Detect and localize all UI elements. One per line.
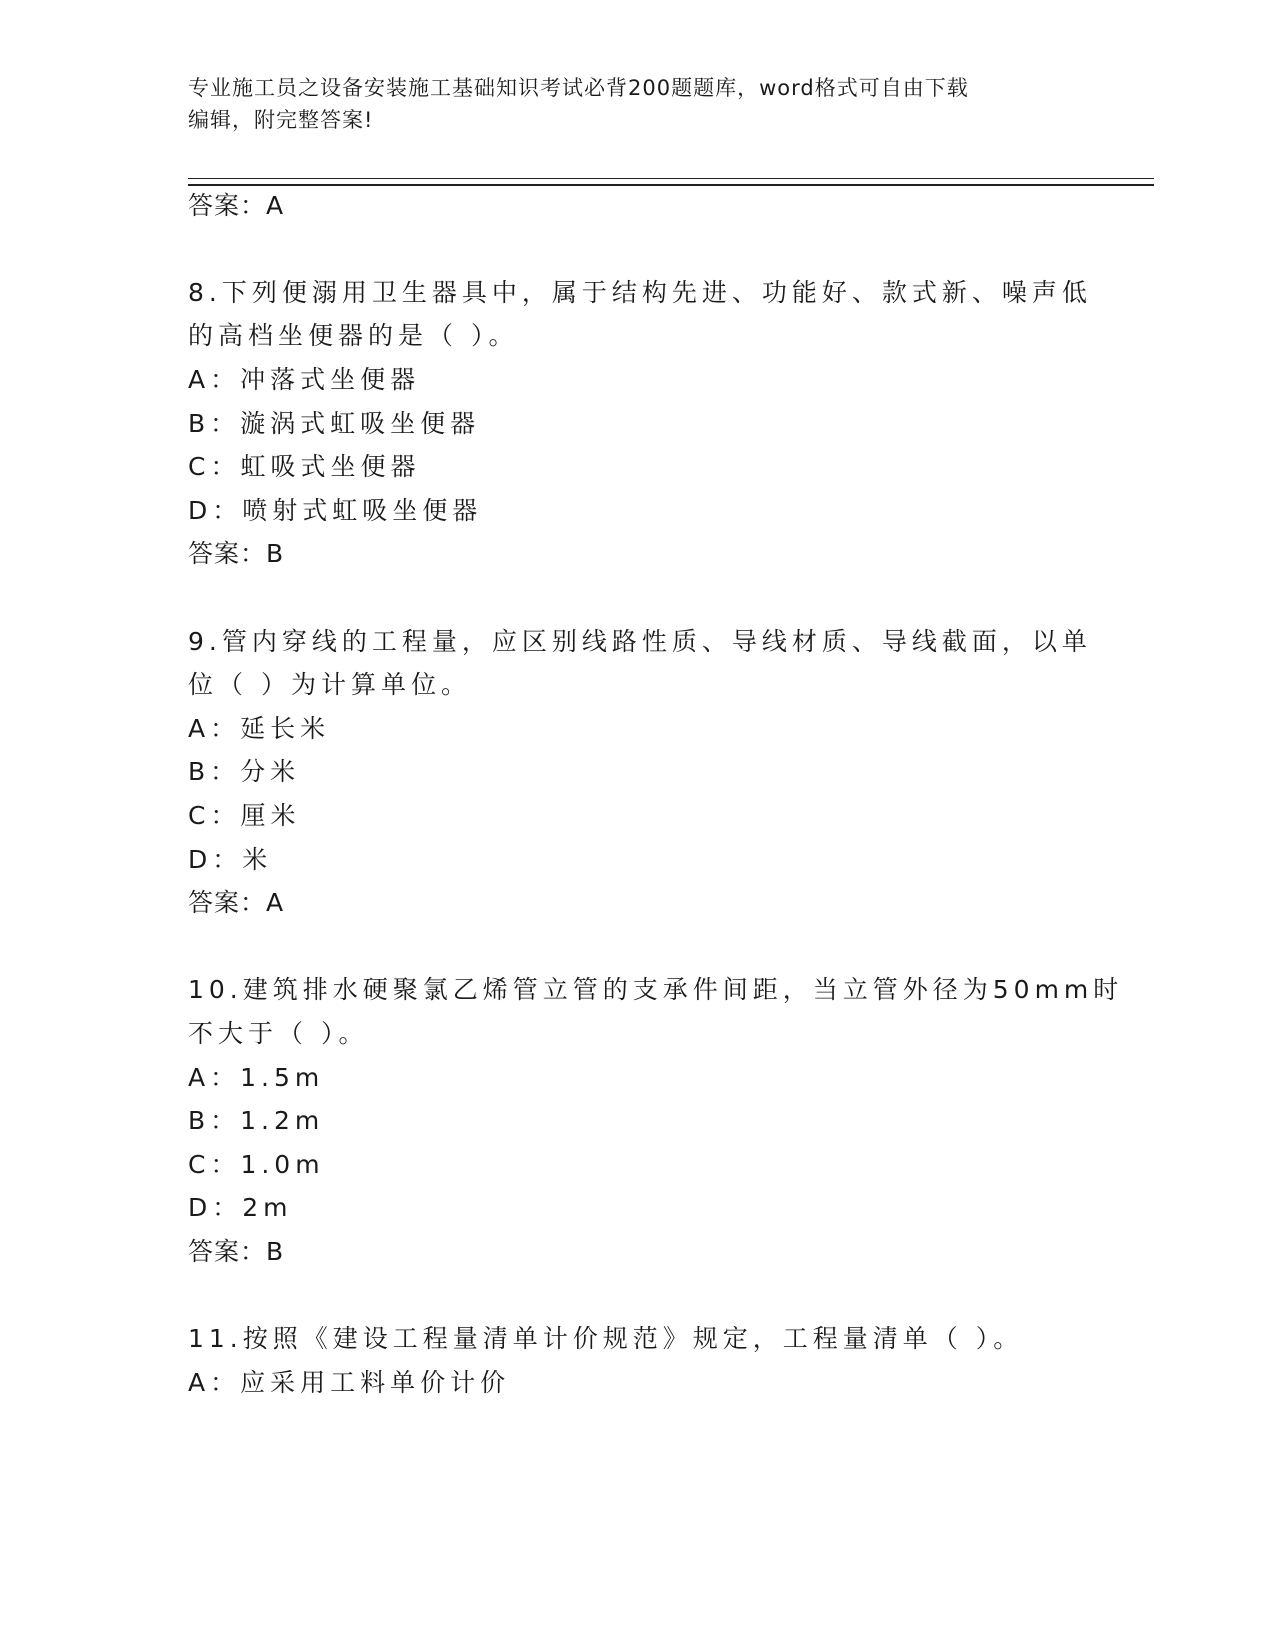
question-10-line-1: 10.建筑排水硬聚氯乙烯管立管的支承件间距，当立管外径为50mm时 <box>188 975 1124 1004</box>
header-title-line-2: 编辑，附完整答案! <box>188 108 374 132</box>
answer-q10: 答案：B <box>188 1237 285 1266</box>
answer-q8: 答案：B <box>188 539 285 568</box>
answer-q9: 答案：A <box>188 888 285 917</box>
header-title-line-1: 专业施工员之设备安装施工基础知识考试必背200题题库，word格式可自由下载 <box>188 76 969 100</box>
page-header <box>188 72 1088 136</box>
question-8-line-1: 8.下列便溺用卫生器具中，属于结构先进、功能好、款式新、噪声低 <box>188 278 1092 307</box>
question-11-line-1: 11.按照《建设工程量清单计价规范》规定，工程量清单（ ）。 <box>188 1324 1024 1353</box>
question-10-line-2: 不大于（ ）。 <box>188 1019 369 1048</box>
header-divider <box>188 178 1154 186</box>
question-9-option-a: A：延长米 <box>188 714 331 743</box>
question-10-option-a: A：1.5m <box>188 1063 325 1092</box>
question-8-option-c: C：虹吸式坐便器 <box>188 452 421 481</box>
question-8-line-2: 的高档坐便器的是（ ）。 <box>188 321 519 350</box>
question-8-option-b: B：漩涡式虹吸坐便器 <box>188 409 481 438</box>
question-11-option-a: A：应采用工料单价计价 <box>188 1368 511 1397</box>
question-10-option-b: B：1.2m <box>188 1106 325 1135</box>
question-9-line-1: 9.管内穿线的工程量，应区别线路性质、导线材质、导线截面，以单 <box>188 627 1092 656</box>
question-8-option-d: D：喷射式虹吸坐便器 <box>188 496 483 525</box>
question-10-option-d: D：2m <box>188 1193 293 1222</box>
question-9-option-c: C：厘米 <box>188 801 301 830</box>
question-9-line-2: 位（ ）为计算单位。 <box>188 670 471 699</box>
question-10-option-c: C：1.0m <box>188 1150 325 1179</box>
question-9-option-b: B：分米 <box>188 757 301 786</box>
answer-q7: 答案：A <box>188 191 285 220</box>
question-8-option-a: A：冲落式坐便器 <box>188 365 421 394</box>
question-9-option-d: D：米 <box>188 845 273 874</box>
